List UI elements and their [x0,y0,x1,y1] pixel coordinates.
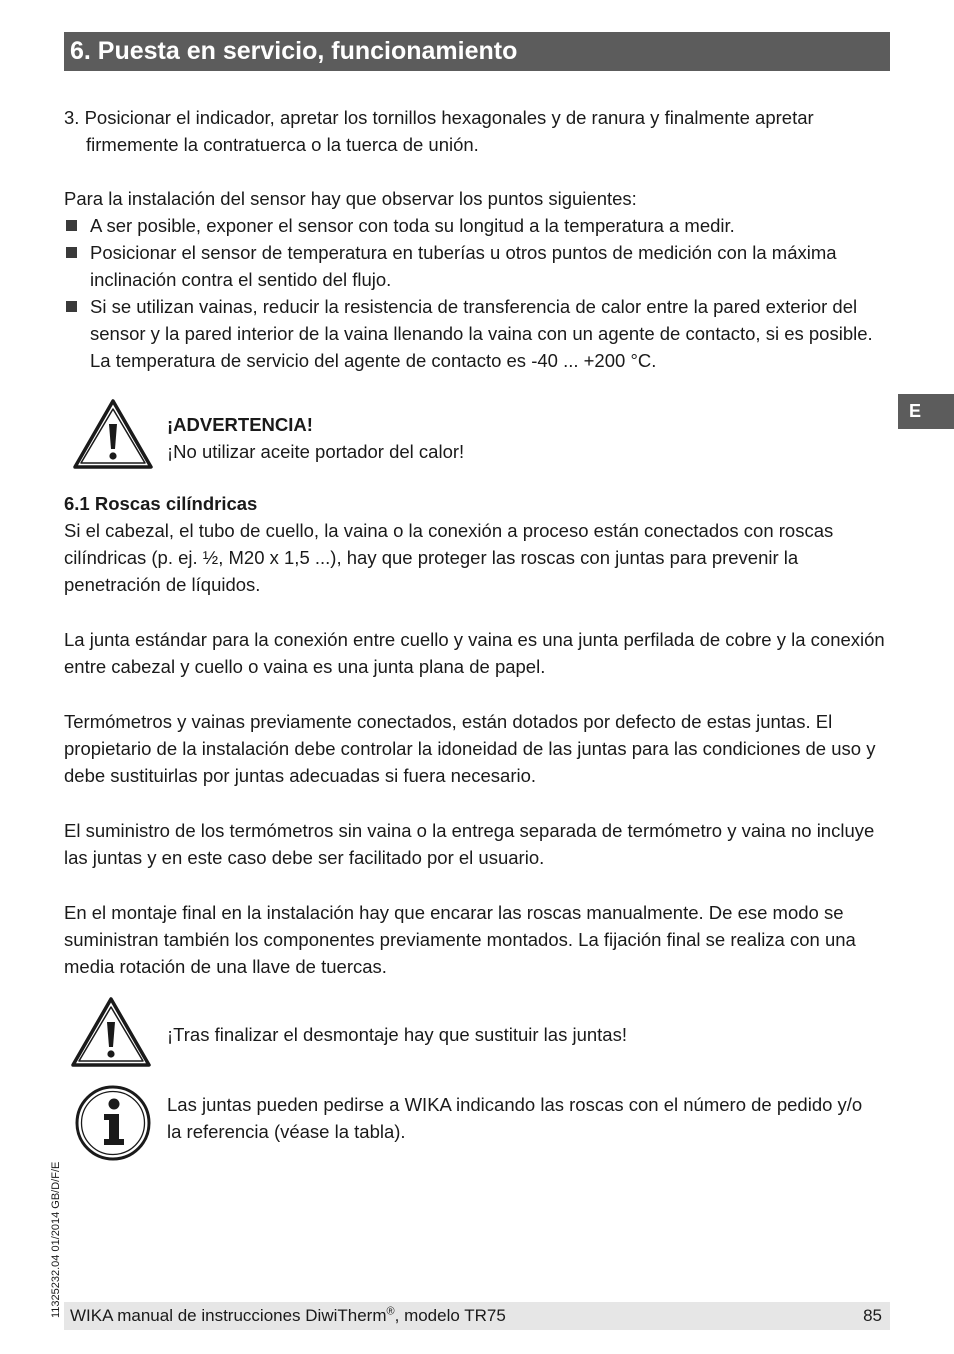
list-item [64,239,890,293]
footer-model: , modelo TR75 [394,1306,506,1325]
bullet-text: Si se utilizan vainas, reducir la resistencia de transferencia de calor entre la pared exterior del sensor y la pared interior de la vaina llenando la vaina con un agente de contacto, si es posible. La temperatura de servicio del agente de contacto es -40 ... +200 °C. [90,296,873,371]
page-title: 6. Puesta en servicio, funcionamiento [64,32,890,71]
language-tab: E [898,394,954,429]
footer [64,1302,890,1330]
document-code: 11325232.04 01/2014 GB/D/F/E [50,1161,62,1318]
list-item [64,212,890,239]
bullet-text: Posicionar el sensor de temperatura en tuberías u otros puntos de medición con la máxima inclinación contra el sentido del flujo. [90,242,837,290]
warning-text: ¡No utilizar aceite portador del calor! [167,441,465,462]
warning-2-text: ¡Tras finalizar el desmontaje hay que sustituir las juntas! [167,1024,627,1045]
footer-title [70,1302,506,1330]
paragraph: Si el cabezal, el tubo de cuello, la vaina o la conexión a proceso están conectados con roscas cilíndricas (p. ej. ½, M20 x 1,5 ...), hay que proteger las roscas con juntas para prevenir la penetración de líquidos. [64,520,834,595]
step-3-line1: 3. Posicionar el indicador, apretar los tornillos hexagonales y de ranura y finalmente apretar [64,107,814,128]
section-title: 6.1 Roscas cilíndricas [64,493,258,514]
paragraph: Termómetros y vainas previamente conectados, están dotados por defecto de estas juntas. El propietario de la instalación debe controlar la idoneidad de las juntas para las condiciones de uso y debe sustituirlas por juntas adecuadas si fuera necesario. [64,711,876,786]
info-icon [74,1084,152,1162]
install-bullet-list [64,212,890,374]
step-3-line2: firmemente la contratuerca o la tuerca de unión. [86,134,479,155]
paragraph: En el montaje final en la instalación hay que encarar las roscas manualmente. De ese modo se suministran también los componentes previamente montados. La fijación final se realiza con una media rotación de una llave de tuercas. [64,902,856,977]
bullet-square-icon [66,220,77,231]
paragraph: La junta estándar para la conexión entre cuello y vaina es una junta perfilada de cobre y la conexión entre cabezal y cuello o vaina es una junta plana de papel. [64,629,885,677]
warning-triangle-icon [70,996,152,1068]
footer-manual-name: WIKA manual de instrucciones DiwiTherm [70,1306,387,1325]
install-intro: Para la instalación del sensor hay que observar los puntos siguientes: [64,188,637,209]
bullet-text: A ser posible, exponer el sensor con toda su longitud a la temperatura a medir. [90,215,735,236]
bullet-square-icon [66,247,77,258]
page-number: 85 [863,1306,882,1325]
list-item [64,293,890,374]
paragraph: El suministro de los termómetros sin vaina o la entrega separada de termómetro y vaina no incluye las juntas y en este caso debe ser facilitado por el usuario. [64,820,875,868]
warning-title: ¡ADVERTENCIA! [167,414,313,435]
step-3 [64,104,890,158]
info-text: Las juntas pueden pedirse a WIKA indicando las roscas con el número de pedido y/o la referencia (véase la tabla). [167,1094,863,1142]
warning-triangle-icon [72,398,154,470]
bullet-square-icon [66,301,77,312]
registered-mark: ® [386,1305,395,1318]
